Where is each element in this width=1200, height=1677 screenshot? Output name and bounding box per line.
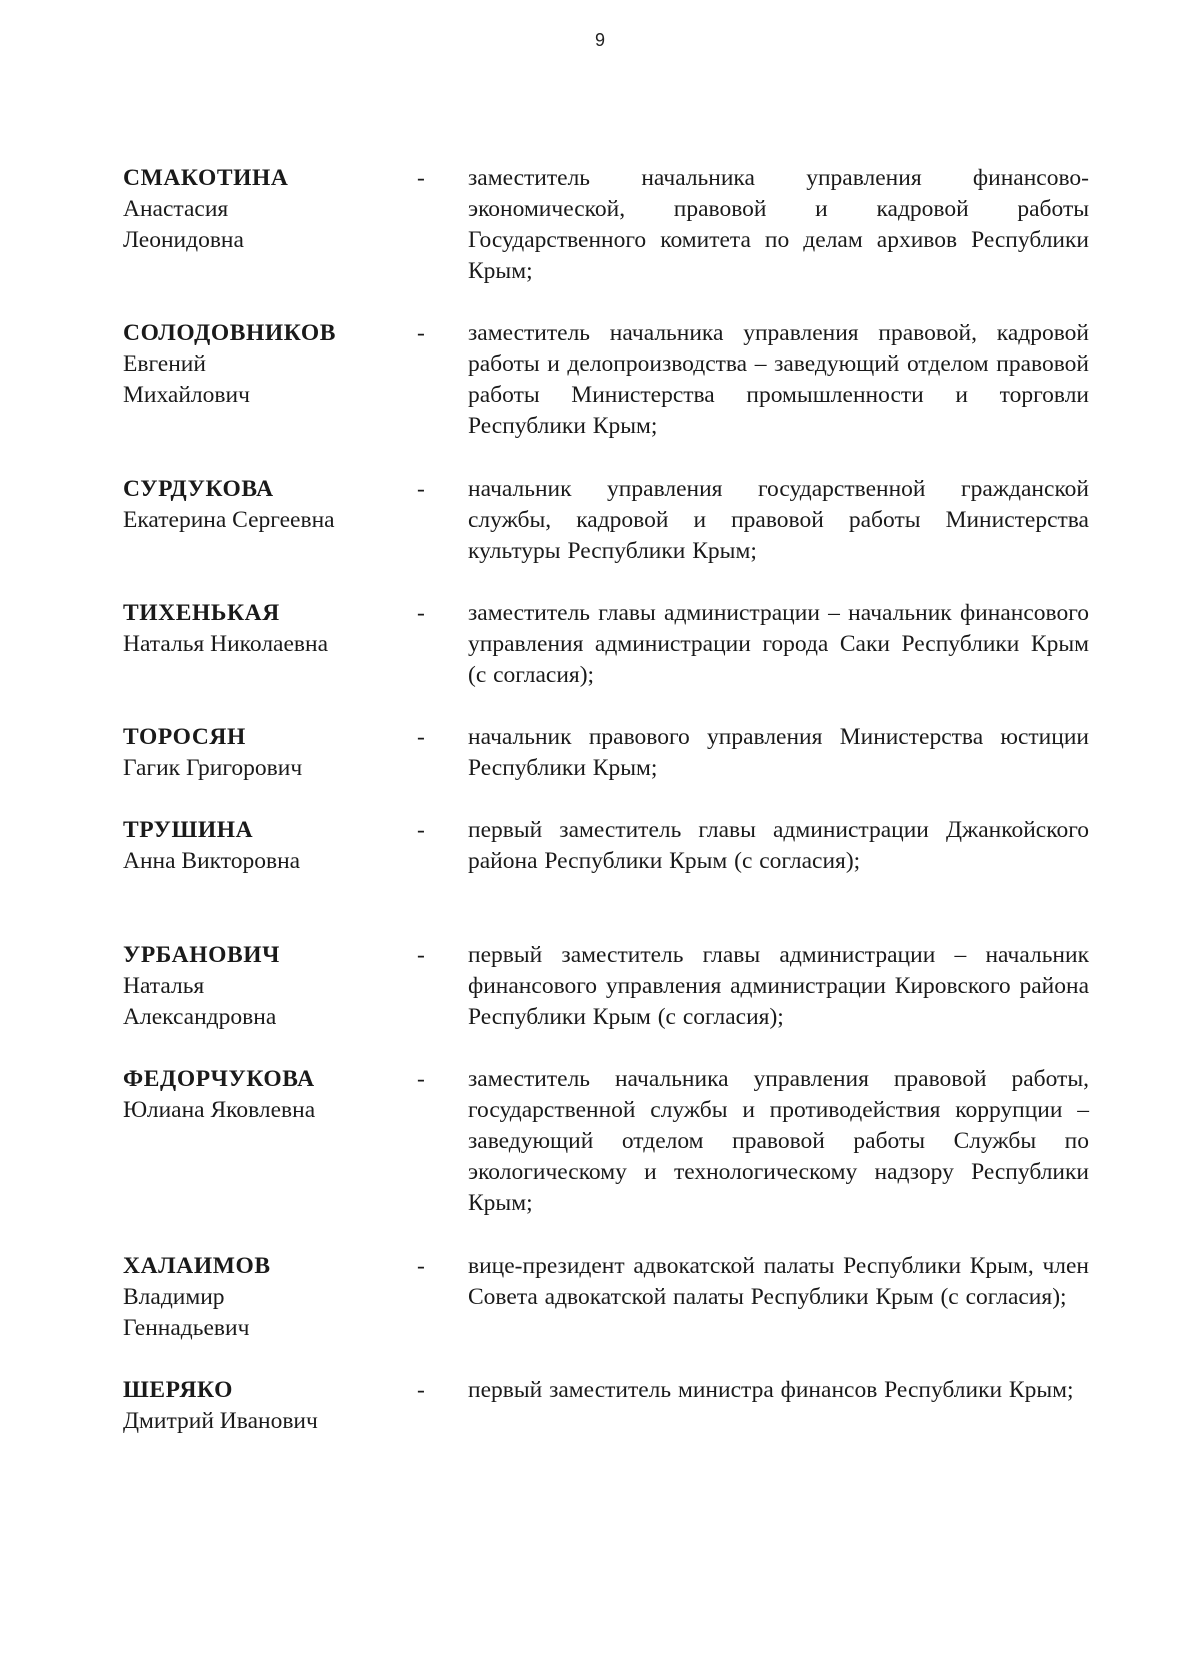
position-description: первый заместитель главы администрации – начальник финансового управления администрации Кировского района Республики Крым (с согласия); xyxy=(468,942,1089,1030)
given-name: Евгений xyxy=(123,351,206,377)
separator-dash: - xyxy=(417,817,425,843)
person-name xyxy=(123,815,413,877)
person-name xyxy=(123,722,413,784)
separator-dash: - xyxy=(417,1253,425,1279)
given-name: Геннадьевич xyxy=(123,1315,250,1341)
surname: ХАЛАИМОВ xyxy=(123,1253,271,1279)
separator-dash: - xyxy=(417,320,425,346)
surname: ТОРОСЯН xyxy=(123,724,246,750)
surname: ШЕРЯКО xyxy=(123,1377,233,1403)
given-name: Наталья xyxy=(123,973,205,999)
person-name xyxy=(123,1251,413,1344)
separator-dash: - xyxy=(417,600,425,626)
separator-dash: - xyxy=(417,942,425,968)
position-description: заместитель главы администрации – начальник финансового управления администрации города Саки Республики Крым (с согласия); xyxy=(468,600,1089,688)
position-description: начальник правового управления Министерства юстиции Республики Крым; xyxy=(468,724,1089,781)
given-name: Александровна xyxy=(123,1004,277,1030)
person-name xyxy=(123,598,413,660)
position-description: первый заместитель министра финансов Республики Крым; xyxy=(468,1377,1074,1403)
surname: ТРУШИНА xyxy=(123,817,254,843)
separator-dash: - xyxy=(417,1377,425,1403)
given-name: Анастасия xyxy=(123,196,229,222)
surname: СУРДУКОВА xyxy=(123,476,274,502)
position-description: заместитель начальника управления правовой, кадровой работы и делопроизводства – заведующий отделом правовой работы Министерства промышленности и торговли Республики Крым; xyxy=(468,320,1089,439)
position-description: первый заместитель главы администрации Джанкойского района Республики Крым (с согласия); xyxy=(468,817,1089,874)
surname: ФЕДОРЧУКОВА xyxy=(123,1066,315,1092)
position-description: заместитель начальника управления финансово-экономической, правовой и кадровой работы Государственного комитета по делам архивов Республики Крым; xyxy=(468,165,1089,284)
position-description: вице-президент адвокатской палаты Республики Крым, член Совета адвокатской палаты Республики Крым (с согласия); xyxy=(468,1253,1089,1310)
surname: ТИХЕНЬКАЯ xyxy=(123,600,280,626)
given-name: Владимир xyxy=(123,1284,225,1310)
person-name xyxy=(123,163,413,256)
person-name xyxy=(123,318,413,411)
given-name: Юлиана Яковлевна xyxy=(123,1097,316,1123)
surname: УРБАНОВИЧ xyxy=(123,942,280,968)
given-name: Леонидовна xyxy=(123,227,244,253)
separator-dash: - xyxy=(417,1066,425,1092)
person-name xyxy=(123,1064,413,1126)
separator-dash: - xyxy=(417,724,425,750)
page-number: 9 xyxy=(594,30,605,50)
given-name: Анна Викторовна xyxy=(123,848,301,874)
surname: СОЛОДОВНИКОВ xyxy=(123,320,336,346)
person-name xyxy=(123,940,413,1033)
person-name xyxy=(123,1375,413,1437)
given-name: Наталья Николаевна xyxy=(123,631,329,657)
given-name: Дмитрий Иванович xyxy=(123,1408,318,1434)
given-name: Екатерина Сергеевна xyxy=(123,507,335,533)
given-name: Михайлович xyxy=(123,382,250,408)
person-name xyxy=(123,474,413,536)
position-description: начальник управления государственной гражданской службы, кадровой и правовой работы Министерства культуры Республики Крым; xyxy=(468,476,1089,564)
given-name: Гагик Григорович xyxy=(123,755,303,781)
surname: СМАКОТИНА xyxy=(123,165,289,191)
separator-dash: - xyxy=(417,476,425,502)
position-description: заместитель начальника управления правовой работы, государственной службы и противодействия коррупции – заведующий отделом правовой работы Службы по экологическому и технологическому надзору Республики Крым; xyxy=(468,1066,1089,1216)
separator-dash: - xyxy=(417,165,425,191)
